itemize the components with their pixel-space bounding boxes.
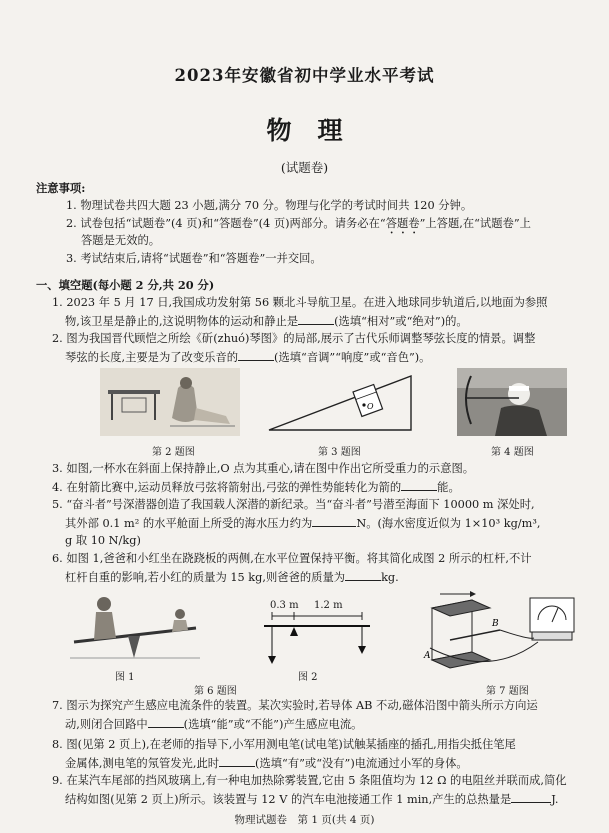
figure-6-seesaw — [70, 590, 200, 662]
answer-blank — [312, 515, 356, 527]
question-7: 7. 图示为探究产生感应电流条件的装置。某次实验时,若导体 AB 不动,磁体沿图中箭头所示方向运 — [52, 699, 538, 712]
figure-3-caption: 第 3 题图 — [318, 447, 361, 458]
figure-6-image1-label: 图 1 — [115, 672, 135, 683]
section-heading: 一、填空题(每小题 2 分,共 20 分) — [36, 278, 215, 292]
notice-item-2: 2. 试卷包括“试题卷”(4 页)和“答题卷”(4 页)两部分。请务必在“答题卷”上答题,在“试题卷”上 — [66, 217, 531, 230]
question-4: 4. 在射箭比赛中,运动员释放弓弦将箭射出,弓弦的弹性势能转化为箭的 能。 — [52, 481, 460, 494]
question-6-line2: 杠杆自重的影响,若小红的质量为 15 kg,则爸爸的质量为 kg. — [65, 571, 399, 584]
notice-item-1: 1. 物理试卷共四大题 23 小题,满分 70 分。物理与化学的考试时间共 120 分钟。 — [66, 199, 473, 212]
figure-4-caption: 第 4 题图 — [491, 447, 534, 458]
figure-6-caption: 第 6 题图 — [194, 686, 237, 697]
figure-3-point-label: O — [367, 402, 374, 411]
figure-6-right-length: 1.2 m — [314, 600, 343, 611]
figure-6-lever — [262, 612, 372, 668]
notice-item-3: 3. 考试结束后,请将“试题卷”和“答题卷”一并交回。 — [66, 252, 322, 265]
figure-6-left-length: 0.3 m — [270, 600, 299, 611]
question-8: 8. 图(见第 2 页上),在老师的指导下,小军用测电笔(试电笔)试触某插座的插孔,用指尖抵住笔尾 — [52, 738, 516, 751]
question-5-line2: 其外部 0.1 m² 的水平舱面上所受的海水压力约为 N。(海水密度近似为 1×10³ kg/m³, — [65, 517, 541, 530]
figure-2-painting — [100, 368, 240, 436]
question-1-line2: 物,该卫星是静止的,这说明物体的运动和静止是 (选填“相对”或“绝对”)的。 — [65, 315, 468, 328]
answer-blank — [401, 479, 437, 491]
question-3: 3. 如图,一杯水在斜面上保持静止,O 点为其重心,请在图中作出它所受重力的示意图。 — [52, 462, 475, 475]
answer-blank — [298, 313, 334, 325]
figure-7-apparatus — [410, 590, 580, 670]
figure-6-image2-label: 图 2 — [298, 672, 318, 683]
question-9-line2: 结构如图(见第 2 页上)所示。该装置与 12 V 的汽车电池接通工作 1 min,产生的总热量是 J. — [65, 793, 559, 806]
figure-7-point-b: B — [492, 619, 499, 629]
answer-blank — [148, 716, 184, 728]
question-8-line2: 金属体,测电笔的氖管发光,此时 (选填“有”或“没有”)电流通过小军的身体。 — [65, 757, 468, 770]
notice-heading: 注意事项: — [36, 181, 86, 195]
figure-7-caption: 第 7 题图 — [486, 686, 529, 697]
question-6: 6. 如图 1,爸爸和小红坐在跷跷板的两侧,在水平位置保持平衡。将其简化成图 2 所示的杠杆,不计 — [52, 552, 532, 565]
paper-type: (试题卷) — [280, 160, 329, 175]
question-9: 9. 在某汽车尾部的挡风玻璃上,有一种电加热除雾装置,它由 5 条阻值均为 12 Ω 的电阻丝并联而成,简化 — [52, 774, 567, 787]
subject-title: 物理 — [266, 116, 369, 145]
figure-4-archer-photo — [457, 368, 567, 436]
question-5: 5. “奋斗者”号深潜器创造了我国载人深潜的新纪录。当“奋斗者”号潜至海面下 10000 m 深处时, — [52, 498, 535, 511]
exam-title: 2023年安徽省初中学业水平考试 — [174, 66, 435, 85]
answer-blank — [511, 791, 551, 803]
question-2-line2: 琴弦的长度,主要是为了改变乐音的 (选填“音调”“响度”或“音色”)。 — [65, 351, 431, 364]
question-1: 1. 2023 年 5 月 17 日,我国成功发射第 56 颗北斗导航卫星。在进入地球同步轨道后,以地面为参照 — [52, 296, 548, 309]
answer-blank — [238, 349, 274, 361]
answer-blank — [219, 755, 255, 767]
figure-3-incline — [265, 372, 415, 434]
question-2: 2. 图为我国晋代顾恺之所绘《斫(zhuó)琴图》的局部,展示了古代乐师调整琴弦长度的情景。调整 — [52, 332, 536, 345]
question-7-line2: 动,则闭合回路中 (选填“能”或“不能”)产生感应电流。 — [65, 718, 363, 731]
page-footer: 物理试题卷 第 1 页(共 4 页) — [234, 814, 375, 826]
figure-2-caption: 第 2 题图 — [152, 447, 195, 458]
question-5-line3: g 取 10 N/kg) — [65, 534, 141, 547]
figure-7-point-a: A — [424, 651, 431, 661]
notice-item-2-cont: 答题是无效的。 — [81, 234, 161, 247]
answer-blank — [345, 569, 381, 581]
